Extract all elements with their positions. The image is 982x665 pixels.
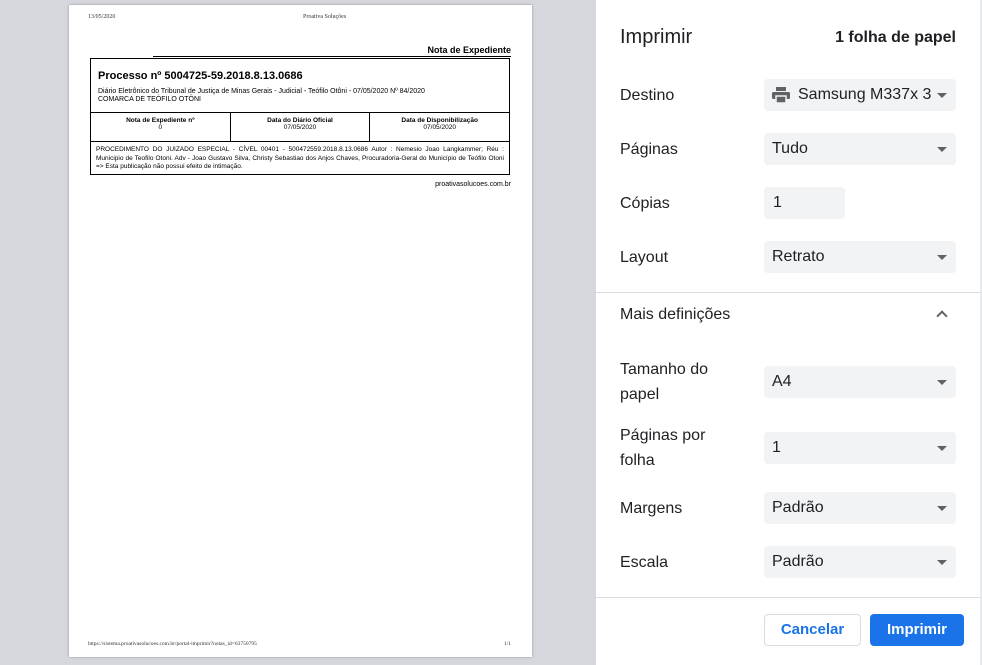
destination-select[interactable] bbox=[764, 79, 956, 111]
chevron-up-icon[interactable] bbox=[936, 310, 947, 321]
info-cell-value: 07/05/2020 bbox=[423, 124, 456, 131]
pages-per-sheet-label bbox=[620, 423, 705, 473]
pages-per-sheet-label-line1: Páginas por bbox=[620, 427, 706, 444]
pages-value: Tudo bbox=[772, 140, 808, 157]
margins-value: Padrão bbox=[772, 499, 824, 516]
layout-value: Retrato bbox=[772, 248, 825, 265]
chevron-down-icon bbox=[937, 560, 947, 565]
cancel-button[interactable]: Cancelar bbox=[764, 614, 861, 646]
info-cell-label: Nota de Expediente nº bbox=[126, 117, 195, 124]
print-button[interactable]: Imprimir bbox=[870, 614, 964, 646]
info-cell bbox=[369, 113, 509, 141]
process-subtitle bbox=[98, 88, 425, 104]
destination-label: Destino bbox=[620, 87, 675, 104]
chevron-down-icon bbox=[937, 147, 947, 152]
chevron-down-icon bbox=[937, 380, 947, 385]
chevron-down-icon bbox=[937, 255, 947, 260]
info-cell bbox=[91, 113, 230, 141]
chevron-down-icon bbox=[937, 506, 947, 511]
pages-select[interactable] bbox=[764, 133, 956, 165]
page-footer-url: https://sistema.proativasolucoes.com.br/portal-imprimir?notas_id=63750795 bbox=[88, 641, 257, 647]
pages-per-sheet-label-line2: folha bbox=[620, 452, 655, 469]
page-header-date: 13/05/2020 bbox=[88, 14, 116, 20]
more-settings-toggle[interactable]: Mais definições bbox=[620, 306, 731, 323]
document-footer-site: proativasolucoes.com.br bbox=[435, 181, 511, 188]
layout-label: Layout bbox=[620, 249, 669, 266]
panel-title: Imprimir bbox=[620, 26, 693, 48]
process-subtitle-line1: Diário Eletrônico do Tribunal de Justiça de Minas Gerais - Judicial - Teófilo Otôni - 07/05/2020 Nº 84/2020 bbox=[98, 88, 425, 95]
scale-select[interactable] bbox=[764, 546, 956, 578]
process-body: PROCEDIMENTO DO JUIZADO ESPECIAL - CÍVEL 00401 - 500472559.2018.8.13.0686 Autor : Nemesio Joao Langkammer; Réu : Municipio de Teofilo Otoni. Adv - Joao Gustavo Silva, Christy Sebastiao dos Anjos Chaves, Procuradoria-Geral do Município de Teófilo Otoni => Esta publicação não possui efeito de intimação. bbox=[96, 146, 504, 170]
layout-select[interactable] bbox=[764, 241, 956, 273]
info-cell bbox=[230, 113, 370, 141]
document-title: Nota de Expediente bbox=[427, 45, 511, 55]
info-cell-label: Data do Diário Oficial bbox=[267, 117, 333, 124]
process-subtitle-line2: COMARCA DE TEÓFILO OTÔNI bbox=[98, 96, 201, 103]
page-header-site: Proativa Soluções bbox=[303, 14, 347, 20]
copies-input[interactable]: 1 bbox=[764, 187, 845, 219]
paper-size-value: A4 bbox=[772, 373, 792, 390]
process-info-grid bbox=[91, 112, 509, 142]
info-cell-label: Data de Disponibilização bbox=[401, 117, 478, 124]
chevron-down-icon bbox=[937, 446, 947, 451]
margins-label: Margens bbox=[620, 500, 683, 517]
paper-size-label-line2: papel bbox=[620, 386, 660, 403]
sheet-count: 1 folha de papel bbox=[835, 29, 956, 46]
title-rule bbox=[153, 56, 511, 57]
pages-per-sheet-value: 1 bbox=[772, 439, 781, 456]
preview-page bbox=[69, 5, 532, 657]
chevron-down-icon bbox=[937, 93, 947, 98]
scale-label: Escala bbox=[620, 554, 669, 571]
paper-size-select[interactable] bbox=[764, 366, 956, 398]
copies-label: Cópias bbox=[620, 195, 670, 212]
settings-panel bbox=[596, 0, 982, 665]
section-divider bbox=[596, 292, 982, 293]
margins-select[interactable] bbox=[764, 492, 956, 524]
destination-value: Samsung M337x 3 bbox=[798, 86, 932, 103]
page-footer-number: 1/1 bbox=[503, 641, 511, 647]
paper-size-label bbox=[620, 357, 708, 407]
scale-value: Padrão bbox=[772, 553, 824, 570]
paper-size-label-line1: Tamanho do bbox=[620, 361, 709, 378]
footer-divider bbox=[596, 597, 982, 598]
pages-label: Páginas bbox=[620, 141, 678, 158]
printer-icon bbox=[772, 87, 790, 103]
process-box bbox=[90, 58, 510, 175]
info-cell-value: 07/05/2020 bbox=[283, 124, 317, 131]
process-title: Processo nº 5004725-59.2018.8.13.0686 bbox=[98, 70, 303, 82]
pages-per-sheet-select[interactable] bbox=[764, 432, 956, 464]
info-cell-value: 0 bbox=[158, 124, 163, 131]
